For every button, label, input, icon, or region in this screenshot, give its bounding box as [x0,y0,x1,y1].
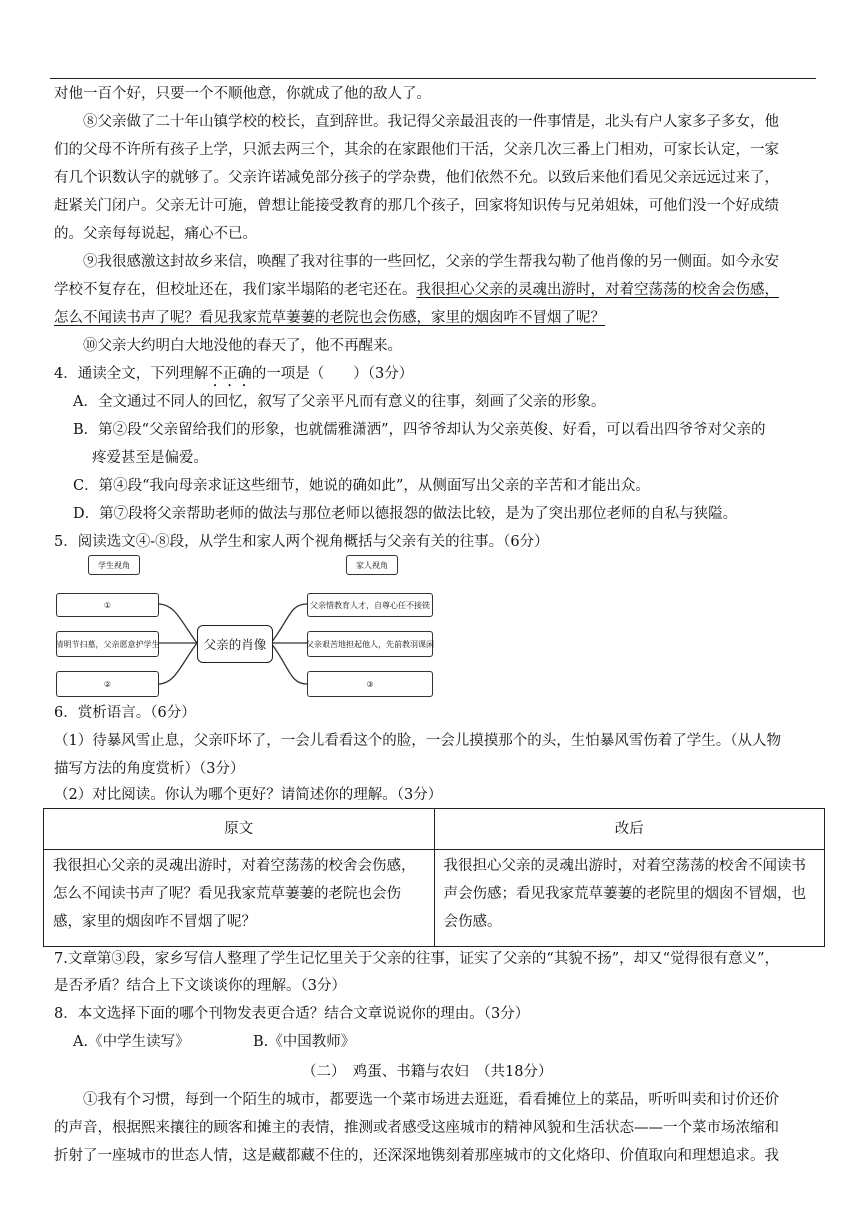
header-revised: 改后 [434,809,825,850]
mindmap-family-2: 父亲艰苦地担起他人，先前教羽课闲 [307,631,433,657]
part2-paragraph-line: 的声音，根据熙来攘往的顾客和摊主的表情，推测或者感受这座城市的精神风貌和生活状态——一个菜市场浓缩和 [54,1120,779,1136]
option-d: D．第⑦段将父亲帮助老师的做法与那位老师以德报怨的做法比较，是为了突出那位老师的自私与狭隘。 [73,506,738,522]
mindmap-center: 父亲的肖像 [197,625,273,663]
question-8-stem: 8．本文选择下面的哪个刊物发表更合适？结合文章说说你的理由。（3分） [54,1006,530,1022]
student-view-label: 学生视角 [88,555,140,575]
cell-original: 我很担心父亲的灵魂出游时，对着空荡荡的校舍会伤感，怎么不闻读书声了呢？看见我家荒草萋萋的老院也会伤感，家里的烟囱咋不冒烟了呢？ [44,850,435,947]
question-6-stem: 6．赏析语言。（6分） [54,705,196,721]
option-b: B.《中国教师》 [253,1034,356,1050]
mindmap-family-3: ③ [307,671,433,697]
question-6-2: （2）对比阅读。你认为哪个更好？请简述你的理解。（3分） [54,787,443,803]
underlined-sentence: 我很担心父亲的灵魂出游时，对着空荡荡的校舍会伤感， [416,282,779,298]
underlined-sentence: 怎么不闻读书声了呢？看见我家荒草萋萋的老院也会伤感，家里的烟囱咋不冒烟了呢？ [54,310,605,326]
family-view-label: 家人视角 [346,555,398,575]
option-c: C．第④段“我向母亲求证这些细节，她说的确如此”，从侧面写出父亲的辛苦和才能出众。 [73,478,650,494]
option-b: B．第②段“父亲留给我们的形象，也就儒雅潇洒”，四爷爷却认为父亲英俊、好看，可以看出四爷爷对父亲的 [73,422,766,438]
mindmap-student-3: ② [56,671,159,697]
option-a: A.《中学生读写》 [73,1034,190,1050]
paragraph-9-plain: 学校不复存在，但校址还在，我们家半塌陷的老宅还在。 [54,282,417,298]
question-6-1: （1）待暴风雪止息，父亲吓坏了，一会儿看看这个的脸，一会儿摸摸那个的头，生怕暴风雪伤着了学生。（从人物 [54,733,781,749]
text-line: 对他一百个好，只要一个不顺他意，你就成了他的敌人了。 [54,86,431,102]
question-5-stem: 5．阅读选文④-⑧段，从学生和家人两个视角概括与父亲有关的往事。（6分） [54,534,549,550]
section-title: （二） 鸡蛋、书籍与农妇 （共18分） [302,1064,553,1080]
header-original: 原文 [44,809,435,850]
q4-stem-part: 的一项是（ ）（3分） [251,366,414,382]
comparison-table [43,808,825,947]
mindmap-student-2: 清明节扫墓，父亲愿意护学生 [56,631,159,657]
paragraph-8-line: 们的父母不许所有孩子上学，只派去两三个，其余的在家跟他们干活，父亲几次三番上门相劝，可家长认定，一家 [54,142,779,158]
part2-paragraph-line: ①我有个习惯，每到一个陌生的城市，都要选一个菜市场进去逛逛，看看摊位上的菜品，听听叫卖和讨价还价 [83,1092,779,1108]
question-7: 7.文章第③段，家乡写信人整理了学生记忆里关于父亲的往事，证实了父亲的“其貌不扬”，却又“觉得很有意义”， [54,951,779,967]
paragraph-8-line: 的。父亲每每说起，痛心不已。 [54,226,257,242]
paragraph-10-line: ⑩父亲大约明白大地没他的春天了，他不再醒来。 [83,338,402,354]
question-7-cont: 是否矛盾？结合上下文谈谈你的理解。（3分） [54,978,346,994]
paragraph-8-line: ⑧父亲做了二十年山镇学校的校长，直到辞世。我记得父亲最沮丧的一件事情是，北头有户人家多子多女，他 [83,114,779,130]
emphasis-text: 不正确 [208,366,252,382]
mindmap-student-1: ① [56,593,159,617]
paragraph-8-line: 有几个识数认字的就够了。父亲许诺减免部分孩子的学杂费，他们依然不允。以致后来他们看见父亲远远过来了， [54,170,779,186]
cell-revised: 我很担心父亲的灵魂出游时，对着空荡荡的校舍不闻读书声会伤感；看见我家荒草萋萋的老院里的烟囱不冒烟，也会伤感。 [434,850,825,947]
mindmap-family-1: 父亲惜教育人才，自尊心任不接铣 [307,593,433,617]
paragraph-9-line: ⑨我很感激这封故乡来信，唤醒了我对往事的一些回忆，父亲的学生帮我勾勒了他肖像的另一侧面。如今永安 [83,254,779,270]
q4-stem-part: 4．通读全文，下列理解 [54,366,209,382]
option-b-cont: 疼爱甚至是偏爱。 [92,450,208,466]
option-a: A．全文通过不同人的回忆，叙写了父亲平凡而有意义的往事，刻画了父亲的形象。 [73,394,606,410]
paragraph-8-line: 赶紧关门闭户。父亲无计可施，曾想让能接受教育的那几个孩子，回家将知识传与兄弟姐妹，可他们没一个好成绩 [54,198,779,214]
question-6-1-cont: 描写方法的角度赏析）（3分） [54,761,245,777]
part2-paragraph-line: 折射了一座城市的世态人情，这是藏都藏不住的，还深深地镌刻着那座城市的文化烙印、价值取向和理想追求。我 [54,1148,779,1164]
